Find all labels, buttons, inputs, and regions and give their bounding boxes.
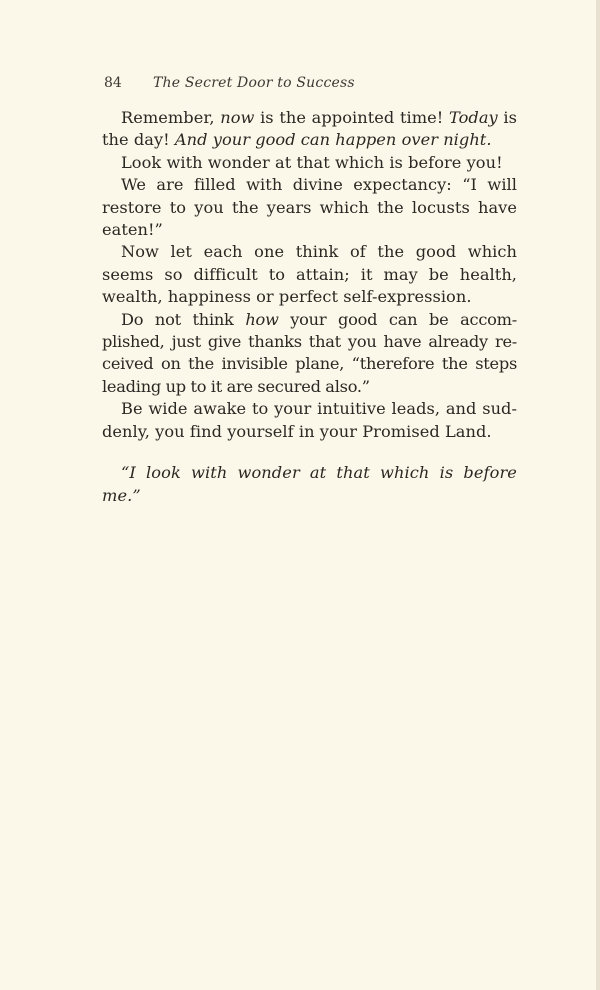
emphasis-how: how <box>245 309 279 329</box>
paragraph-2: Look with wonder at that which is before you! <box>121 152 503 172</box>
paragraph-5-text-c: your good can be accom-plished, just give thanks that you have already re-ceived on the invisible plane, “therefore the steps leading up to it are secured also.” <box>102 309 517 396</box>
paragraph-1-text-e: is the day! <box>102 108 517 150</box>
running-header <box>104 73 524 93</box>
page-number: 84 <box>104 75 122 91</box>
page-edge <box>596 0 600 990</box>
emphasis-good-overnight: And your good can happen over night. <box>174 130 492 150</box>
emphasis-now: now <box>220 108 255 127</box>
closing-quote: “I look with wonder at that which is before me.” <box>102 463 517 505</box>
book-title: The Secret Door to Success <box>153 75 355 91</box>
paragraph-1-text-c: is the appointed time! <box>254 108 450 127</box>
emphasis-today: Today <box>449 108 498 127</box>
paragraph-4: Now let each one think of the good which seems so difficult to attain; it may be health, wealth, happiness or perfect self-expression. <box>102 242 517 307</box>
paragraph-3: We are filled with divine expectancy: “I will restore to you the years which the locusts have eaten!” <box>102 175 517 240</box>
page-body <box>102 107 517 507</box>
paragraph-1-text-a: Remember, <box>121 108 221 127</box>
paragraph-6: Be wide awake to your intuitive leads, and sud-denly, you find yourself in your Promised Land. <box>102 399 517 441</box>
paragraph-5 <box>102 309 517 399</box>
paragraph-1 <box>102 107 517 152</box>
paragraph-5-text-a: Do not think <box>121 309 246 329</box>
